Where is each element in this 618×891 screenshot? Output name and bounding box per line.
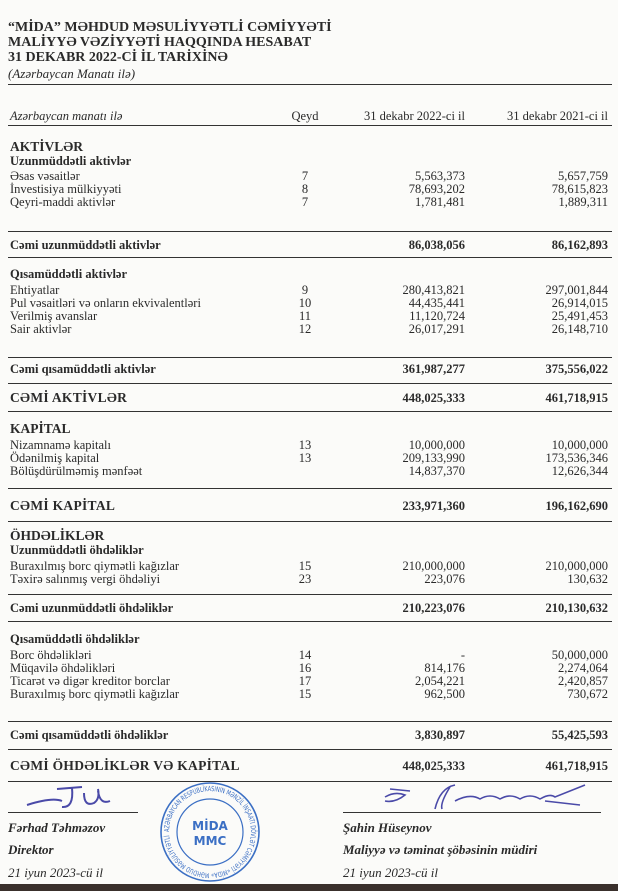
value-2022: 210,223,076 (402, 601, 465, 615)
value-2021: 210,000,000 (545, 559, 608, 573)
total-label: Cəmi uzunmüddətli öhdəliklər (10, 601, 174, 615)
value-2021: 78,615,823 (551, 182, 608, 196)
note-ref: 23 (298, 572, 312, 586)
report-date: 31 DEKABR 2022-Cİ İL TARİXİNƏ (8, 50, 228, 65)
signature-line-right (343, 812, 601, 813)
divider (8, 357, 612, 358)
manager-name: Şahin Hüseynov (343, 820, 432, 835)
item-label: Pul vəsaitləri və onların ekvivalentləri (10, 296, 201, 310)
value-2022: 233,971,360 (402, 499, 465, 513)
signature-line-left (8, 812, 138, 813)
divider (8, 594, 612, 595)
item-label: Borc öhdəlikləri (10, 648, 92, 662)
divider (8, 488, 612, 489)
subsection-label: Qısamüddətli öhdəliklər (10, 632, 140, 646)
director-title: Direktor (8, 842, 54, 857)
value-2021: 86,162,893 (551, 238, 608, 252)
value-2022: 1,781,481 (415, 195, 465, 209)
value-2021: 461,718,915 (545, 391, 608, 405)
header-label: Azərbaycan manatı ilə (10, 109, 123, 123)
note-ref: 17 (298, 674, 312, 688)
value-2022: 26,017,291 (408, 322, 465, 336)
subsection-label: Uzunmüddətli öhdəliklər (10, 543, 144, 557)
report-title-company: “MİDA” MƏHDUD MƏSULİYYƏTLİ CƏMİYYƏTİ (8, 20, 332, 35)
divider (8, 411, 612, 412)
note-ref: 8 (301, 182, 309, 196)
header-note: Qeyd (291, 109, 319, 123)
manager-signature-icon (380, 783, 600, 811)
grand-label: CƏMİ AKTİVLƏR (10, 390, 128, 405)
value-2021: 2,420,857 (558, 674, 608, 688)
item-label: Müqavilə öhdəlikləri (10, 661, 116, 675)
divider (8, 749, 612, 750)
item-label: Qeyri-maddi aktivlər (10, 195, 116, 209)
manager-title: Maliyyə və təminat şöbəsinin müdiri (343, 842, 538, 857)
value-2021: 173,536,346 (545, 451, 608, 465)
value-2022: 814,176 (424, 661, 465, 675)
note-ref: 11 (298, 309, 312, 323)
value-2021: 375,556,022 (545, 362, 608, 376)
value-2022: 280,413,821 (402, 283, 465, 297)
value-2022: 361,987,277 (402, 362, 465, 376)
value-2021: 25,491,453 (551, 309, 608, 323)
company-stamp-icon (160, 782, 260, 882)
section-label: KAPİTAL (10, 421, 71, 436)
item-label: Sair aktivlər (10, 322, 72, 336)
value-2021: 1,889,311 (558, 195, 608, 209)
item-label: Bölüşdürülməmiş mənfəət (10, 464, 143, 478)
director-name: Fərhad Təhməzov (8, 820, 106, 835)
manager-date: 21 iyun 2023-cü il (343, 865, 438, 880)
note-ref: 15 (298, 559, 312, 573)
value-2021: 297,001,844 (545, 283, 608, 297)
stamp-ring-text: AZƏRBAYCAN RESPUBLİKASININ MƏNZİL İNŞAATI DÖVLƏT CƏMİYYƏTİ «MİDA» MƏHDUD MƏSULİYYƏTLİ (162, 784, 258, 880)
svg-text:MİDA: MİDA (192, 819, 228, 833)
divider (8, 84, 612, 85)
header-col-2022: 31 dekabr 2022-ci il (363, 109, 465, 123)
director-signature-icon (22, 783, 132, 811)
note-ref: 9 (301, 283, 309, 297)
value-2022: 962,500 (424, 687, 465, 701)
value-2021: 26,148,710 (551, 322, 608, 336)
value-2022: 3,830,897 (415, 728, 465, 742)
value-2022: 78,693,202 (408, 182, 465, 196)
value-2022: 448,025,333 (402, 759, 465, 773)
scan-edge (0, 884, 618, 891)
note-ref: 16 (298, 661, 312, 675)
value-2022: 2,054,221 (415, 674, 465, 688)
grand-label: CƏMİ KAPİTAL (10, 498, 116, 513)
item-label: Buraxılmış borc qiymətli kağızlar (10, 559, 180, 573)
divider (8, 125, 612, 126)
item-label: Ehtiyatlar (10, 283, 60, 297)
value-2022: 5,563,373 (415, 169, 465, 183)
item-label: İnvestisiya mülkiyyəti (10, 182, 122, 196)
header-col-2021: 31 dekabr 2021-ci il (506, 109, 608, 123)
director-date: 21 iyun 2023-cü il (8, 865, 103, 880)
total-label: Cəmi qısamüddətli aktivlər (10, 362, 156, 376)
value-2021: 130,632 (567, 572, 608, 586)
divider (8, 621, 612, 622)
note-ref: 10 (298, 296, 312, 310)
value-2021: 10,000,000 (551, 438, 608, 452)
note-ref: 13 (298, 451, 312, 465)
item-label: Təxirə salınmış vergi öhdəliyi (10, 572, 161, 586)
divider (8, 521, 612, 522)
value-2022: 10,000,000 (408, 438, 465, 452)
item-label: Ticarət və digər kreditor borclar (10, 674, 170, 688)
divider (8, 257, 612, 258)
svg-text:MMC: MMC (193, 834, 227, 848)
value-2022: - (460, 648, 465, 662)
note-ref: 13 (298, 438, 312, 452)
divider (8, 383, 612, 384)
value-2021: 210,130,632 (545, 601, 608, 615)
divider (8, 721, 612, 722)
value-2021: 12,626,344 (551, 464, 608, 478)
value-2022: 44,435,441 (408, 296, 465, 310)
value-2022: 223,076 (424, 572, 465, 586)
value-2021: 26,914,015 (551, 296, 608, 310)
value-2021: 2,274,064 (558, 661, 608, 675)
section-label: ÖHDƏLİKLƏR (10, 528, 105, 543)
value-2021: 461,718,915 (545, 759, 608, 773)
divider (8, 231, 612, 232)
item-label: Əsas vəsaitlər (10, 169, 80, 183)
subsection-label: Uzunmüddətli aktivlər (10, 154, 132, 168)
item-label: Verilmiş avanslar (10, 309, 98, 323)
value-2021: 5,657,759 (558, 169, 608, 183)
note-ref: 15 (298, 687, 312, 701)
item-label: Ödənilmiş kapital (10, 451, 100, 465)
note-ref: 12 (298, 322, 312, 336)
value-2021: 50,000,000 (551, 648, 608, 662)
value-2021: 730,672 (567, 687, 608, 701)
value-2021: 55,425,593 (551, 728, 608, 742)
divider (8, 781, 612, 782)
value-2021: 196,162,690 (545, 499, 608, 513)
value-2022: 209,133,990 (402, 451, 465, 465)
value-2022: 11,120,724 (409, 309, 465, 323)
value-2022: 210,000,000 (402, 559, 465, 573)
section-label: AKTİVLƏR (10, 139, 83, 154)
item-label: Buraxılmış borc qiymətli kağızlar (10, 687, 180, 701)
note-ref: 7 (301, 195, 309, 209)
item-label: Nizamnamə kapitalı (10, 438, 112, 452)
subsection-label: Qısamüddətli aktivlər (10, 267, 128, 281)
value-2022: 86,038,056 (408, 238, 465, 252)
note-ref: 7 (301, 169, 309, 183)
note-ref: 14 (298, 648, 312, 662)
currency-note: (Azərbaycan Manatı ilə) (8, 66, 136, 81)
total-label: Cəmi qısamüddətli öhdəliklər (10, 728, 169, 742)
total-label: Cəmi uzunmüddətli aktivlər (10, 238, 161, 252)
value-2022: 448,025,333 (402, 391, 465, 405)
report-title: MALİYYƏ VƏZİYYƏTİ HAQQINDA HESABAT (8, 35, 312, 50)
grand-label: CƏMİ ÖHDƏLİKLƏR VƏ KAPİTAL (10, 758, 240, 773)
value-2022: 14,837,370 (408, 464, 465, 478)
